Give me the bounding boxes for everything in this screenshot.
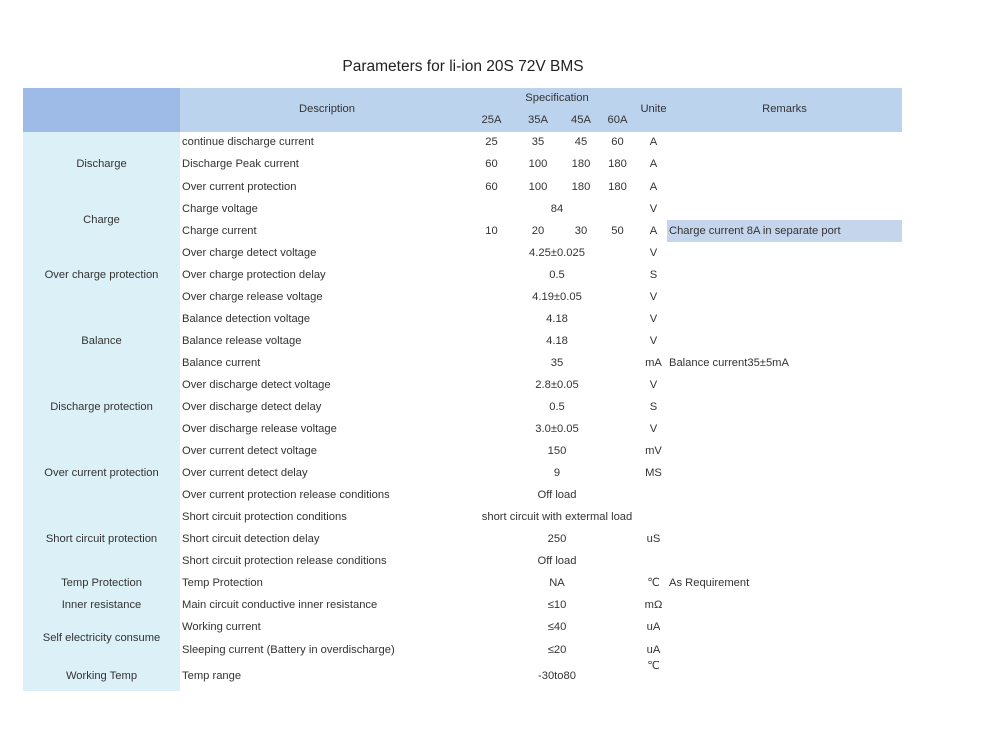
- unit-value: mV: [645, 445, 662, 458]
- category-label: Self electricity consume: [23, 617, 180, 661]
- remark-value: [667, 397, 902, 419]
- spec-value: Off load: [537, 555, 577, 568]
- spec-value: 45: [574, 136, 588, 149]
- remark-value: [667, 242, 902, 264]
- unit-value: A: [649, 224, 658, 237]
- parameter-description: Charge voltage: [182, 202, 258, 215]
- header-spec-25a: 25A: [474, 110, 509, 132]
- spec-value: 100: [528, 158, 548, 171]
- unit-value: V: [649, 246, 658, 259]
- spec-value: 3.0±0.05: [535, 423, 579, 436]
- unit-value: V: [649, 378, 658, 391]
- spec-value: 10: [485, 224, 498, 237]
- spec-value: NA: [549, 577, 565, 590]
- header-spec-45a: 45A: [567, 110, 595, 132]
- unit-value: [640, 551, 667, 573]
- remark-value: [667, 154, 902, 176]
- remark-value: [667, 507, 902, 529]
- category-label: Temp Protection: [23, 573, 180, 595]
- parameter-description: Over charge protection delay: [182, 268, 326, 281]
- spec-value: 30: [574, 224, 588, 237]
- unit-value: S: [649, 400, 658, 413]
- spec-value: 60: [611, 136, 624, 149]
- unit-value: [640, 485, 667, 507]
- table-row: [23, 198, 902, 220]
- unit-value: mA: [645, 356, 662, 369]
- spec-value: ≤10: [547, 599, 567, 612]
- parameter-description: Short circuit protection conditions: [182, 511, 347, 524]
- spec-value: 50: [611, 224, 624, 237]
- parameter-description: Short circuit protection release conditions: [182, 555, 387, 568]
- spec-value: 84: [550, 202, 564, 215]
- remark-value: As Requirement: [669, 577, 750, 590]
- spec-value: 25: [485, 136, 498, 149]
- category-label: Inner resistance: [23, 595, 180, 617]
- parameter-description: Over current detect voltage: [182, 445, 317, 458]
- spec-value: 60: [485, 180, 498, 193]
- table-row: [23, 375, 902, 397]
- remark-value: [667, 463, 902, 485]
- remark-value: Balance current35±5mA: [669, 356, 789, 369]
- spec-value: 180: [571, 158, 591, 171]
- spec-value: Off load: [537, 489, 577, 502]
- parameter-description: Temp Protection: [182, 577, 263, 590]
- remark-value: Charge current 8A in separate port: [667, 220, 902, 242]
- spec-value: 0.5: [549, 400, 565, 413]
- parameter-description: Balance detection voltage: [182, 312, 311, 325]
- table-body: [23, 132, 902, 691]
- spec-value: ≤20: [547, 643, 567, 656]
- unit-value: S: [649, 268, 658, 281]
- spec-value: 150: [547, 445, 567, 458]
- unit-value: V: [649, 334, 658, 347]
- remark-value: [667, 132, 902, 154]
- spec-value: 4.25±0.025: [529, 246, 585, 259]
- header-remarks: Remarks: [667, 88, 902, 132]
- spec-value: 180: [608, 180, 627, 193]
- header-description: Description: [180, 88, 474, 132]
- remark-value: [667, 264, 902, 286]
- unit-value: V: [649, 202, 658, 215]
- unit-value: ℃: [647, 661, 660, 673]
- parameter-description: Temp range: [182, 669, 242, 682]
- unit-value: uS: [646, 533, 661, 546]
- spec-value: -30to80: [538, 669, 576, 682]
- parameter-description: Main circuit conductive inner resistance: [182, 599, 378, 612]
- remark-value: [667, 308, 902, 330]
- unit-value: [640, 507, 667, 529]
- category-label: Discharge: [23, 132, 180, 198]
- spec-value: 35: [550, 356, 564, 369]
- spec-value: 9: [553, 467, 561, 480]
- parameter-description: Balance release voltage: [182, 334, 302, 347]
- header-corner: [23, 88, 180, 132]
- category-label: Working Temp: [23, 661, 180, 691]
- remark-value: [667, 375, 902, 397]
- unit-value: uA: [646, 643, 661, 656]
- table-row: [23, 242, 902, 264]
- parameter-description: Over charge release voltage: [182, 290, 323, 303]
- category-label: Charge: [23, 198, 180, 242]
- unit-value: mΩ: [644, 599, 663, 612]
- parameter-description: Over current protection release conditions: [182, 489, 390, 502]
- parameter-description: Charge current: [182, 224, 257, 237]
- page-title: Parameters for li-ion 20S 72V BMS: [342, 58, 584, 75]
- parameter-description: Discharge Peak current: [182, 158, 299, 171]
- spec-value: 250: [547, 533, 567, 546]
- spec-value: 60: [485, 158, 498, 171]
- remark-value: [667, 198, 902, 220]
- parameter-description: Over charge detect voltage: [182, 246, 317, 259]
- spec-value: 180: [608, 158, 627, 171]
- category-label: Over current protection: [23, 441, 180, 507]
- unit-value: ℃: [647, 577, 660, 590]
- remark-value: [667, 529, 902, 551]
- parameter-description: Over current protection: [182, 180, 297, 193]
- remark-value: [667, 595, 902, 617]
- unit-value: V: [649, 423, 658, 436]
- unit-value: MS: [645, 467, 662, 480]
- spec-value: 4.19±0.05: [532, 290, 582, 303]
- parameter-description: Balance current: [182, 356, 261, 369]
- unit-value: A: [649, 158, 658, 171]
- remark-value: [667, 617, 902, 639]
- remark-value: [667, 330, 902, 352]
- parameter-description: Over current detect delay: [182, 467, 308, 480]
- table-row: [23, 507, 902, 529]
- remark-value: [667, 485, 902, 507]
- header-unit: Unite: [640, 88, 667, 132]
- remark-value: [667, 551, 902, 573]
- unit-value: A: [649, 136, 658, 149]
- remark-value: [667, 661, 902, 691]
- spec-value: 100: [528, 180, 548, 193]
- category-label: Over charge protection: [23, 242, 180, 308]
- category-label: Discharge protection: [23, 375, 180, 441]
- parameter-description: Sleeping current (Battery in overdischarge): [182, 643, 395, 656]
- spec-value: 20: [531, 224, 545, 237]
- parameter-description: Over discharge detect voltage: [182, 378, 331, 391]
- unit-value: V: [649, 312, 658, 325]
- spec-value: 4.18: [546, 312, 568, 325]
- header-spec-60a: 60A: [595, 110, 640, 132]
- unit-value: V: [649, 290, 658, 303]
- spec-value: short circuit with extermal load: [481, 511, 633, 524]
- parameter-description: Over discharge detect delay: [182, 400, 322, 413]
- bms-parameters-table: [23, 88, 902, 691]
- parameter-description: Over discharge release voltage: [182, 423, 337, 436]
- remark-value: [667, 441, 902, 463]
- category-label: Balance: [23, 308, 180, 374]
- table-row: [23, 132, 902, 154]
- spec-value: 4.18: [546, 334, 568, 347]
- parameter-description: Working current: [182, 621, 261, 634]
- header-spec-35a: 35A: [509, 110, 567, 132]
- category-label: Short circuit protection: [23, 507, 180, 573]
- spec-value: 180: [571, 180, 591, 193]
- remark-value: [667, 286, 902, 308]
- table-row: [23, 661, 902, 691]
- remark-value: [667, 639, 902, 661]
- parameter-description: Short circuit detection delay: [182, 533, 320, 546]
- spec-value: ≤40: [547, 621, 567, 634]
- parameter-description: continue discharge current: [182, 136, 314, 149]
- remark-value: [667, 419, 902, 441]
- unit-value: uA: [646, 621, 661, 634]
- spec-value: 35: [531, 136, 545, 149]
- remark-value: [667, 176, 902, 198]
- table-row: [23, 595, 902, 617]
- table-row: [23, 441, 902, 463]
- unit-value: A: [649, 180, 658, 193]
- header-specification: Specification: [474, 88, 640, 110]
- spec-value: 0.5: [549, 268, 565, 281]
- table-row: [23, 617, 902, 639]
- table-row: [23, 573, 902, 595]
- spec-value: 2.8±0.05: [535, 378, 579, 391]
- table-row: [23, 308, 902, 330]
